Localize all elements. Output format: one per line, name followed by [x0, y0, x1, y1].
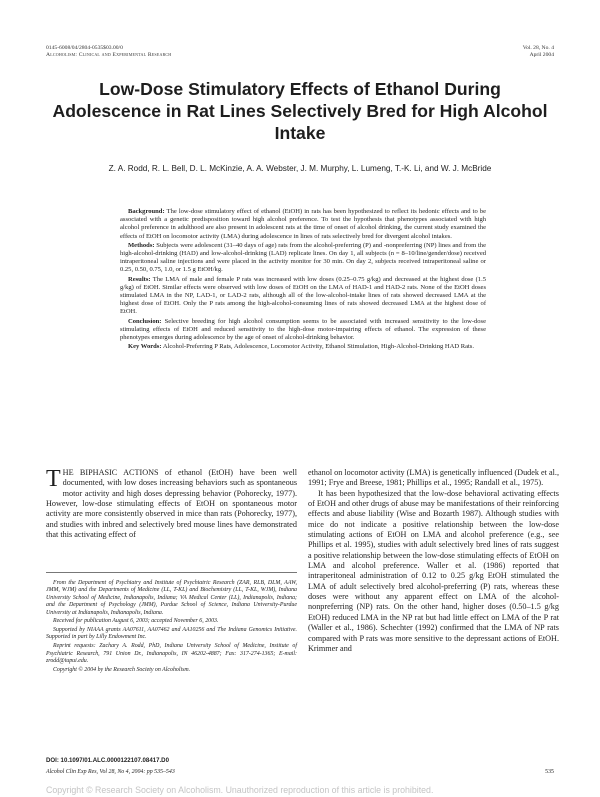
- lead-small-caps: HE BIPHASIC ACTIONS: [62, 468, 159, 477]
- abstract-background: [120, 208, 486, 241]
- intro-paragraph: [46, 468, 297, 540]
- paragraph-hypothesis: It has been hypothesized that the low-dose behavioral activating effects of EtOH and other drugs of abuse may be manifestations of their reinforcing effects and abuse liability (Wise and Bozarth 1987). Although studies with mice do not indicate a positive relationship between the low-dose stimulating actions of EtOH on LMA and alcohol preference (e.g., see Phillips et al. 1995), studies with adult selectively bred lines of rats suggest a positive relationship between the low-dose stimulating effects of EtOH on LMA and alcohol preference. Waller et al. (1986) reported that intraperitoneal administration of 0.12 to 0.25 g/kg EtOH stimulated the LMA of adult selectively bred alcohol-preferring (P) rats, whereas these doses were without any apparent effect on LMA of the alcohol-nonpreferring (NP) rats. On the other hand, higher doses (0.50–1.5 g/kg EtOH) reduced LMA in the NP rat but had little effect on LMA of the P rat (Waller et al., 1986). Schechter (1992) confirmed that the LMA of NP rats compared with P rats was more sensitive to the depressant actions of EtOH. Krimmer and: [308, 488, 559, 653]
- keywords-label: Key Words:: [128, 343, 162, 351]
- methods-label: Methods:: [128, 241, 155, 249]
- footer-citation: Alcohol Clin Exp Res, Vol 28, No 4, 2004: pp 535–543: [46, 769, 175, 775]
- footnote-copyright: Copyright © 2004 by the Research Society on Alcoholism.: [53, 666, 191, 673]
- footnote-affiliation: From the Department of Psychiatry and Institute of Psychiatric Research (ZAR, RLB, DLM, AAW, JMM, WJM) and the Departments of Medicine (LL, T-KL) and Biochemistry (LL, T-KL, WJM), Indiana University School of Medicine, Indianapolis, Indiana; VA Medical Center (LL), Indianapolis, Indiana; and the Department of Psychology (JMM), Purdue School of Science, Indiana University-Purdue University at Indianapolis, Indianapolis, Indiana.: [46, 580, 297, 616]
- results-text: The LMA of male and female P rats was increased with low doses (0.25–0.75 g/kg) and decreased at the highest dose (1.5 g/kg) of EtOH. Similar effects were observed with low doses of EtOH on the LMA of HAD-1 and HAD-2 rats. None of the EtOH doses stimulated LMA in the NP, LAD-1, or LAD-2 rats, although all of the low-alcohol-intake lines of rats showed decreased LMA at the highest dose of EtOH. Only the P rats among the high-alcohol-consuming lines of rats showed decreased LMA at the highest dose of EtOH.: [120, 275, 486, 316]
- conclusion-text: Selective breeding for high alcohol consumption seems to be associated with increased sensitivity to the low-dose stimulating effects of EtOH and reduced sensitivity to the high-dose motor-impairing effects of ethanol. The expression of these phenotypes emerges during adolescence by the age of onset of alcohol-drinking behavior.: [120, 317, 486, 342]
- abstract-conclusion: [120, 318, 486, 343]
- footnote-received: Received for publication August 6, 2003; accepted November 6, 2003.: [53, 618, 219, 625]
- article-title: Low-Dose Stimulatory Effects of Ethanol During Adolescence in Rat Lines Selectively Bred for High Alcohol Intake: [52, 79, 548, 143]
- results-label: Results:: [128, 275, 151, 283]
- abstract-methods: [120, 242, 486, 275]
- footnote-support: Supported by NIAAA grants AA07611, AA07462 and AA10256 and The Indiana Genomics Initiative. Supported in part by Lilly Endowment Inc.: [46, 627, 297, 641]
- copyright-watermark: Copyright © Research Society on Alcoholism. Unauthorized reproduction of this article is prohibited.: [46, 785, 434, 795]
- intro-text: of ethanol (EtOH) have been well documented, with low doses increasing behaviors such as spontaneous motor activity and high doses depressing behavior (Pohorecky, 1977). However, low-dose stimulating effects of EtOH on spontaneous motor activity are more consistently observed in mice than rats (Pohorecky, 1977), and studies with inbred and selectively bred mouse lines have demonstrated that this activating effect of: [46, 468, 298, 540]
- abstract-keywords: [120, 343, 486, 351]
- doi-line: DOI: 10.1097/01.ALC.0000122107.08417.D0: [46, 757, 169, 764]
- running-header-right: [523, 45, 554, 60]
- author-list: Z. A. Rodd, R. L. Bell, D. L. McKinzie, A. A. Webster, J. M. Murphy, L. Lumeng, T.-K. Li, and W. J. McBride: [108, 164, 492, 173]
- page-number: 535: [545, 769, 554, 775]
- issn-code: 0145-6008/04/2804-0535$03.00/0: [46, 45, 123, 51]
- volume-number: Vol. 28, No. 4: [522, 45, 554, 51]
- conclusion-label: Conclusion:: [128, 317, 162, 325]
- keywords-text: Alcohol-Preferring P Rats, Adolescence, Locomotor Activity, Ethanol Stimulation, High-Alcohol-Drinking HAD Rats.: [162, 343, 474, 351]
- drop-cap: T: [46, 466, 61, 492]
- body-column-left: [46, 468, 297, 540]
- footnotes: [46, 580, 297, 675]
- abstract: [120, 208, 486, 352]
- background-text: The low-dose stimulatory effect of ethanol (EtOH) in rats has been hypothesized to reflect its hedonic effects and to be associated with a genetic predisposition toward high alcohol preference. To test the hypothesis that phenotypes associated with high alcohol preference in adulthood are also present in adolescent rats at the time of onset of alcohol drinking, the current study examined the effects of EtOH on locomotor activity (LMA) during adolescence in lines of rats selectively bred for divergent alcohol intakes.: [120, 208, 486, 240]
- footnote-reprints: Reprint requests: Zachary A. Rodd, PhD, Indiana University School of Medicine, Institute of Psychiatric Research, 791 Union Dr., Indianapolis, IN 46202-4887; Fax: 317-274-1365; E-mail: zrodd@iupui.edu.: [46, 643, 297, 664]
- abstract-results: [120, 276, 486, 317]
- running-header-left: [46, 45, 171, 60]
- methods-text: Subjects were adolescent (31–40 days of age) rats from the alcohol-preferring (P) and -nonpreferring (NP) lines and from the high-alcohol-drinking (HAD) and low-alcohol-drinking (LAD) replicate lines. On day 1, all subjects (n = 8–10/line/gender/dose) received intraperitoneal saline injections and were placed in the activity monitor for 30 min. On day 2, subjects received intraperitoneal saline or 0.25, 0.50, 0.75, 1.0, or 1.5 g EtOH/kg.: [120, 241, 486, 274]
- background-label: Background:: [128, 208, 165, 215]
- paragraph-continued: ethanol on locomotor activity (LMA) is genetically influenced (Dudek et al., 1991; Frye and Breese, 1981; Phillips et al., 1995; Randall et al., 1975).: [308, 468, 560, 488]
- issue-date: April 2004: [529, 52, 554, 59]
- journal-name: Alcoholism: Clinical and Experimental Research: [46, 52, 172, 59]
- footnote-divider: [46, 572, 297, 573]
- body-column-right: [308, 468, 559, 654]
